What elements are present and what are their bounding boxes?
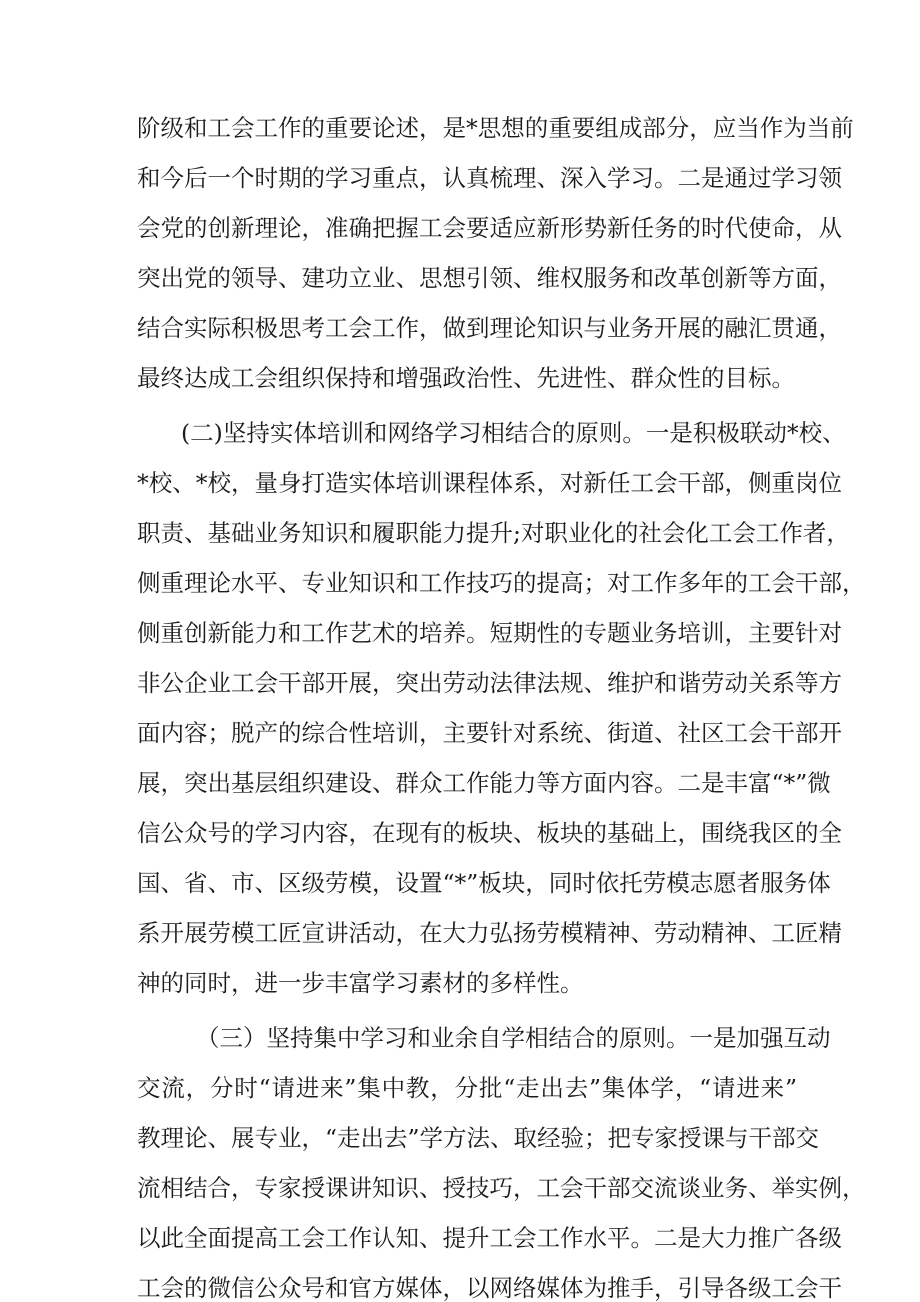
text-line: 国、省、市、区级劳模，设置“*”板块，同时依托劳模志愿者服务体 xyxy=(137,869,831,897)
text-line: 神的同时，进一步丰富学习素材的多样性。 xyxy=(137,969,584,997)
text-line: 以此全面提高工会工作认知、提升工会工作水平。二是大力推广各级 xyxy=(137,1224,842,1252)
text-line: （三）坚持集中学习和业余自学相结合的原则。一是加强互动 xyxy=(196,1024,831,1052)
text-line: 工会的微信公众号和官方媒体，以网络媒体为推手，引导各级工会干 xyxy=(137,1274,842,1302)
text-line: *校、*校，量身打造实体培训课程体系，对新任工会干部，侧重岗位 xyxy=(137,469,842,497)
text-line: 会党的创新理论，准确把握工会要适应新形势新任务的时代使命，从 xyxy=(137,214,842,242)
text-line: (二)坚持实体培训和网络学习相结合的原则。一是积极联动*校、 xyxy=(181,419,846,447)
text-line: 结合实际积极思考工会工作，做到理论知识与业务开展的融汇贯通， xyxy=(137,314,842,342)
text-line: 系开展劳模工匠宣讲活动，在大力弘扬劳模精神、劳动精神、工匠精 xyxy=(137,919,842,947)
text-line: 侧重理论水平、专业知识和工作技巧的提高；对工作多年的工会干部， xyxy=(137,569,866,597)
text-line: 教理论、展专业，“走出去”学方法、取经验；把专家授课与干部交 xyxy=(137,1124,820,1152)
text-line: 职责、基础业务知识和履职能力提升;对职业化的社会化工会工作者， xyxy=(137,519,850,547)
text-line: 和今后一个时期的学习重点，认真梳理、深入学习。二是通过学习领 xyxy=(137,164,842,192)
text-line: 面内容；脱产的综合性培训，主要针对系统、街道、社区工会干部开 xyxy=(137,719,842,747)
text-line: 突出党的领导、建功立业、思想引领、维权服务和改革创新等方面， xyxy=(137,264,842,292)
text-line: 最终达成工会组织保持和增强政治性、先进性、群众性的目标。 xyxy=(137,364,795,392)
text-line: 流相结合，专家授课讲知识、授技巧，工会干部交流谈业务、举实例， xyxy=(137,1174,866,1202)
text-line: 非公企业工会干部开展，突出劳动法律法规、维护和谐劳动关系等方 xyxy=(137,669,842,697)
text-line: 交流，分时“请进来”集中教，分批“走出去”集体学，“请进来” xyxy=(137,1074,797,1102)
text-line: 展，突出基层组织建设、群众工作能力等方面内容。二是丰富“*”微 xyxy=(137,769,831,797)
text-line: 阶级和工会工作的重要论述，是*思想的重要组成部分，应当作为当前 xyxy=(137,114,854,142)
text-line: 信公众号的学习内容，在现有的板块、板块的基础上，围绕我区的全 xyxy=(137,819,842,847)
text-line: 侧重创新能力和工作艺术的培养。短期性的专题业务培训，主要针对 xyxy=(137,619,842,647)
